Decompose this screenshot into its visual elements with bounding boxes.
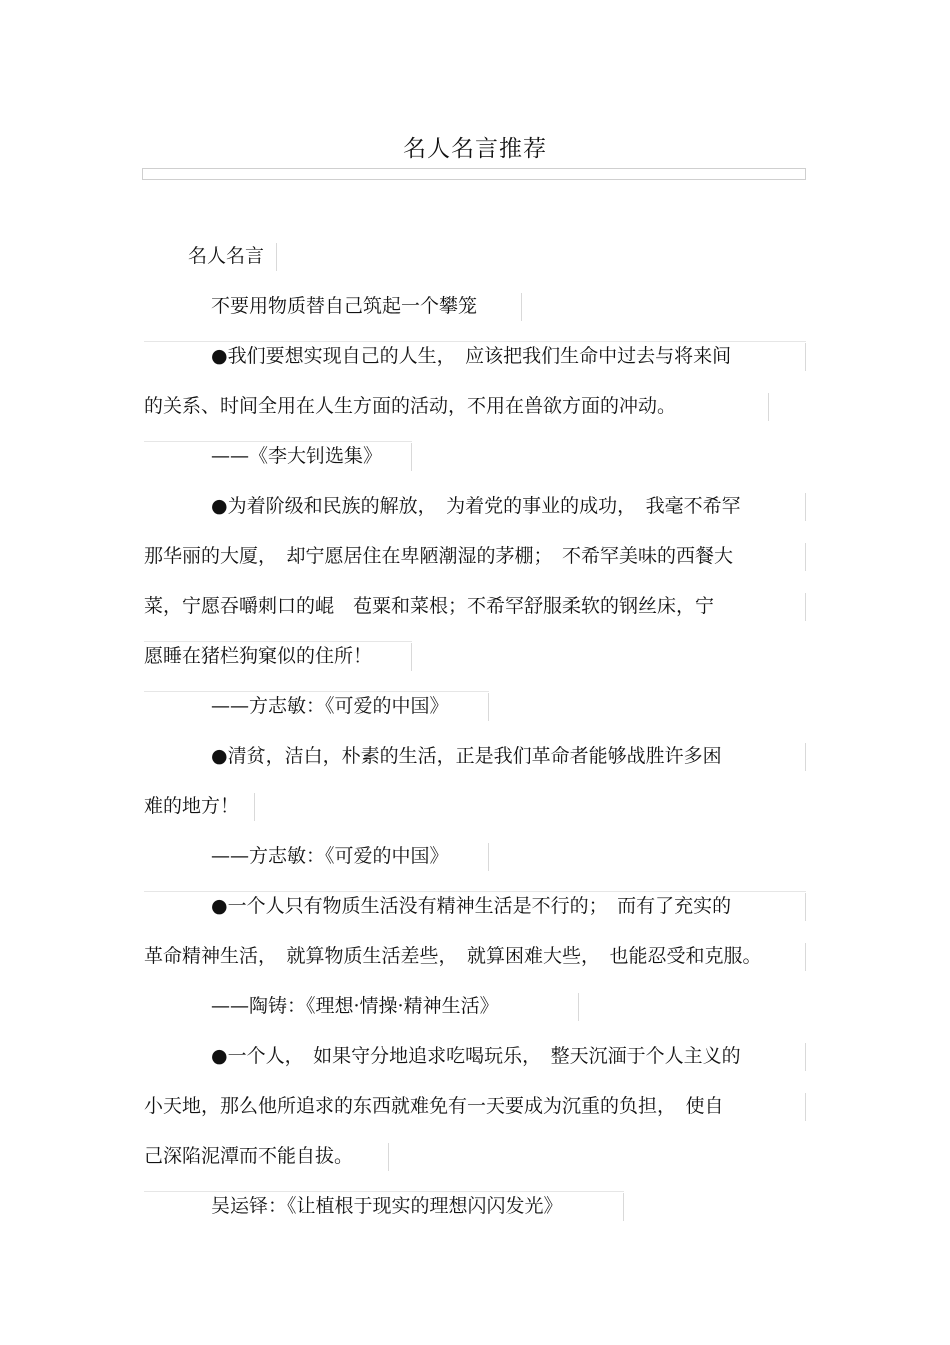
quote-source: 吴运铎：《让植根于现实的理想闪闪发光》	[211, 1195, 563, 1217]
row-divider	[144, 891, 806, 892]
cell-border	[578, 993, 579, 1021]
quote-source: ——方志敏：《可爱的中国》	[211, 695, 449, 717]
quote-line: 菜，宁愿吞嚼刺口的崐 苞粟和菜根；不希罕舒服柔软的钢丝床，宁	[144, 595, 715, 617]
quote-line: ●一个人， 如果守分地追求吃喝玩乐， 整天沉湎于个人主义的	[211, 1045, 741, 1067]
cell-border	[805, 943, 806, 971]
cell-border	[488, 693, 489, 721]
cell-border	[805, 893, 806, 921]
quote-line: ●我们要想实现自己的人生， 应该把我们生命中过去与将来间	[211, 345, 732, 367]
quote-line: ●为着阶级和民族的解放， 为着党的事业的成功， 我毫不希罕	[211, 495, 741, 517]
quote-source: ——陶铸：《理想·情操·精神生活》	[211, 995, 499, 1017]
quote-line: 己深陷泥潭而不能自拔。	[144, 1145, 354, 1167]
cell-border	[805, 593, 806, 621]
cell-border	[805, 343, 806, 371]
cell-border	[521, 293, 522, 321]
row-divider	[144, 341, 806, 342]
quote-line: ●一个人只有物质生活没有精神生活是不行的； 而有了充实的	[211, 895, 732, 917]
section-heading: 名人名言	[188, 245, 265, 267]
quote-line: 的关系、时间全用在人生方面的活动，不用在兽欲方面的冲动。	[144, 395, 677, 417]
quote-line: 革命精神生活， 就算物质生活差些， 就算困难大些， 也能忍受和克服。	[144, 945, 762, 967]
cell-border	[411, 643, 412, 671]
quote-source: ——《李大钊选集》	[211, 445, 383, 467]
quote-line: 小天地，那么他所追求的东西就难免有一天要成为沉重的负担， 使自	[144, 1095, 724, 1117]
page-title: 名人名言推荐	[403, 136, 547, 162]
cell-border	[623, 1193, 624, 1221]
title-underline	[142, 168, 806, 180]
quote-line: 那华丽的大厦， 却宁愿居住在卑陋潮湿的茅棚； 不希罕美味的西餐大	[144, 545, 734, 567]
cell-border	[768, 393, 769, 421]
row-divider	[144, 1191, 624, 1192]
quote-line: 愿睡在猪栏狗窠似的住所！	[144, 645, 373, 667]
cell-border	[805, 743, 806, 771]
quote-line: ●清贫，洁白，朴素的生活，正是我们革命者能够战胜许多困	[211, 745, 722, 767]
cell-border	[805, 493, 806, 521]
cell-border	[488, 843, 489, 871]
cell-border	[805, 543, 806, 571]
cell-border	[411, 443, 412, 471]
quote-line: 难的地方！	[144, 795, 240, 817]
cell-border	[276, 243, 277, 271]
subtitle: 不要用物质替自己筑起一个攀笼	[211, 295, 478, 317]
cell-border	[254, 793, 255, 821]
row-divider	[144, 641, 412, 642]
quote-source: ——方志敏：《可爱的中国》	[211, 845, 449, 867]
cell-border	[805, 1043, 806, 1071]
cell-border	[388, 1143, 389, 1171]
cell-border	[805, 1093, 806, 1121]
row-divider	[144, 691, 489, 692]
row-divider	[144, 441, 412, 442]
